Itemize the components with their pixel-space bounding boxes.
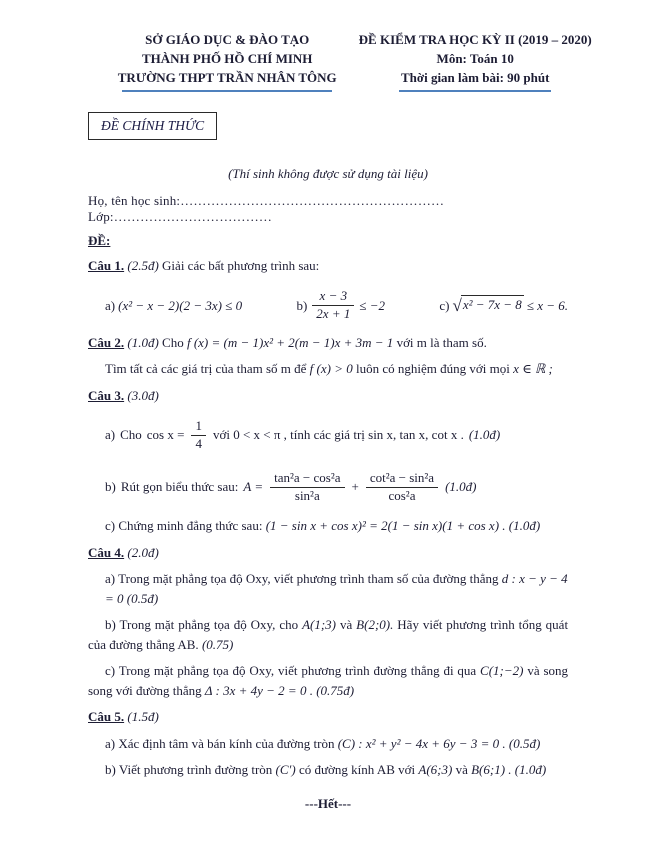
q4b-point-A: A(1;3) bbox=[302, 617, 337, 632]
de-heading: ĐỀ: bbox=[88, 233, 111, 248]
q4-points: (2.0đ) bbox=[127, 544, 159, 560]
header-school-block bbox=[100, 30, 354, 92]
q3-item-c bbox=[88, 516, 568, 536]
q1c-radical: √x² − 7x − 8 bbox=[452, 295, 522, 315]
q4c-label: c) bbox=[105, 663, 116, 678]
q5b-point-B: B(6;1) . bbox=[471, 762, 512, 777]
school-underline bbox=[122, 90, 332, 92]
q5-label: Câu 5. bbox=[88, 709, 125, 724]
q1-intro-text: Giải các bất phương trình sau: bbox=[162, 258, 320, 273]
q2-domain: x ∈ ℝ ; bbox=[513, 361, 553, 376]
q4b-point-B: B(2;0). bbox=[356, 617, 394, 632]
q1-item-c bbox=[439, 296, 568, 316]
q3a-expr-pre: cos x = bbox=[146, 427, 185, 442]
q4b-mid: và bbox=[339, 617, 353, 632]
q1b-label: b) bbox=[296, 297, 308, 313]
q5b-point-A: A(6;3) bbox=[418, 762, 453, 777]
q5a-points: (0.5đ) bbox=[508, 735, 541, 751]
q5a-pre: Xác định tâm và bán kính của đường tròn bbox=[118, 735, 335, 751]
q1-item-b bbox=[296, 289, 385, 322]
q1b-rhs: ≤ −2 bbox=[359, 297, 386, 313]
q1-item-a bbox=[105, 298, 242, 314]
q4-item-b bbox=[88, 615, 568, 654]
exam-title: ĐỀ KIỂM TRA HỌC KỲ II (2019 – 2020) bbox=[358, 32, 592, 47]
q4b-label: b) bbox=[105, 617, 116, 632]
q2-line2-pre: Tìm tất cả các giá trị của tham số m để bbox=[105, 361, 307, 376]
q2-post-text: với m là tham số. bbox=[396, 334, 487, 350]
q5-item-a bbox=[88, 734, 568, 754]
q4c-pre: Trong mặt phẳng tọa độ Oxy, viết phương trình đường thẳng đi qua bbox=[118, 663, 477, 678]
q2-inequality: f (x) > 0 bbox=[309, 361, 353, 376]
sqrt-icon: √ bbox=[452, 295, 462, 315]
q5a-circle-equation: (C) : x² + y² − 4x + 6y − 3 = 0 . bbox=[337, 735, 506, 751]
q3a-post: với 0 < x < π , tính các giá trị sin x, tan x, cot x . bbox=[212, 427, 464, 442]
q1-heading bbox=[88, 256, 568, 276]
q4c-mid: và song song với đường thẳng bbox=[88, 663, 568, 698]
duration-underline bbox=[399, 90, 551, 92]
q2-requirement bbox=[88, 359, 568, 379]
q5b-mid: có đường kính AB với bbox=[298, 762, 416, 777]
q3b-fraction-1: $\frac{\text{tan²a − cos²a}}{\text{sin²a}}$ bbox=[268, 471, 346, 504]
q1c-label: c) bbox=[439, 297, 450, 313]
q3b-expr-pre: A = bbox=[243, 479, 264, 494]
header bbox=[0, 0, 646, 92]
q3b-label: b) bbox=[105, 479, 116, 494]
q1a-expression: (x² − x − 2)(2 − 3x) ≤ 0 bbox=[118, 297, 243, 313]
q2-line2-mid: luôn có nghiệm đúng với mọi bbox=[355, 361, 510, 376]
q3-item-a bbox=[88, 413, 568, 457]
school-name: TRƯỜNG THPT TRẦN NHÂN TÔNG bbox=[117, 70, 337, 85]
q4-label: Câu 4. bbox=[88, 544, 125, 560]
q3-heading bbox=[88, 386, 568, 406]
q5b-mid2: và bbox=[455, 762, 468, 777]
q3b-fraction-2: $\frac{\text{cot²a − sin²a}}{\text{cos²a}}$ bbox=[364, 471, 440, 504]
q3-label: Câu 3. bbox=[88, 387, 125, 403]
exam-body bbox=[0, 166, 646, 812]
q4-item-c bbox=[88, 661, 568, 700]
student-name-line: Họ, tên học sinh:…………………………………………………… Lớp:……………………………… bbox=[88, 193, 445, 224]
q1-items-row bbox=[88, 286, 568, 326]
q5b-pre: Viết phương trình đường tròn bbox=[118, 762, 273, 777]
q2-pre-text: Cho bbox=[162, 334, 184, 350]
q1-label: Câu 1. bbox=[88, 258, 125, 273]
q5-heading bbox=[88, 707, 568, 727]
q3-item-b bbox=[88, 465, 568, 509]
department-name: SỞ GIÁO DỤC & ĐÀO TẠO bbox=[145, 32, 310, 47]
q1-points: (2.5đ) bbox=[127, 258, 159, 273]
q3b-points: (1.0đ) bbox=[445, 479, 477, 494]
q4-heading bbox=[88, 543, 568, 563]
q3b-pre: Rút gọn biểu thức sau: bbox=[120, 479, 239, 494]
q1c-rhs: ≤ x − 6. bbox=[526, 297, 568, 313]
q4a-line-equation: d : x − y − 4 = 0 bbox=[105, 571, 568, 606]
q3b-plus-sign: + bbox=[351, 479, 359, 494]
q3a-fraction: $\frac{1}{4}$ bbox=[189, 419, 208, 452]
q2-label: Câu 2. bbox=[88, 334, 125, 350]
city-name: THÀNH PHỐ HỒ CHÍ MINH bbox=[141, 51, 313, 66]
q5b-points: (1.0đ) bbox=[514, 762, 547, 777]
q4b-points: (0.75) bbox=[201, 636, 234, 652]
q4a-points: (0.5đ) bbox=[126, 590, 159, 606]
q4a-pre: Trong mặt phẳng tọa độ Oxy, viết phương trình tham số của đường thẳng bbox=[118, 571, 499, 586]
q4a-label: a) bbox=[105, 571, 116, 586]
q3c-pre: Chứng minh đẳng thức sau: bbox=[118, 518, 263, 533]
q3a-pre: Cho bbox=[120, 427, 142, 442]
q4c-point-C: C(1;−2) bbox=[480, 663, 524, 678]
q3c-points: (1.0đ) bbox=[508, 518, 541, 533]
q4c-delta-equation: Δ : 3x + 4y − 2 = 0 . bbox=[204, 682, 313, 698]
q5-points: (1.5đ) bbox=[127, 709, 159, 724]
q2-points: (1.0đ) bbox=[127, 334, 159, 350]
q3a-points: (1.0đ) bbox=[468, 427, 501, 442]
exam-duration: Thời gian làm bài: 90 phút bbox=[400, 70, 550, 85]
q2-function-expression: f (x) = (m − 1)x² + 2(m − 1)x + 3m − 1 bbox=[186, 334, 394, 350]
q1b-fraction: $\frac{x - 3}{2x + 1}$ bbox=[310, 289, 356, 322]
q5b-label: b) bbox=[105, 762, 116, 777]
q5a-label: a) bbox=[105, 735, 116, 751]
q2-heading bbox=[88, 333, 568, 353]
q4b-pre: Trong mặt phẳng tọa độ Oxy, cho bbox=[119, 617, 299, 632]
q4-item-a bbox=[88, 569, 568, 608]
exam-subject: Môn: Toán 10 bbox=[436, 51, 514, 66]
q3c-label: c) bbox=[105, 518, 116, 533]
official-exam-box: ĐỀ CHÍNH THỨC bbox=[88, 112, 217, 140]
header-exam-block bbox=[354, 30, 596, 92]
q3c-identity: (1 − sin x + cos x)² = 2(1 − sin x)(1 + cos x) . bbox=[265, 518, 506, 533]
q4c-points: (0.75đ) bbox=[316, 682, 355, 698]
q5b-circle-name: (C′) bbox=[275, 762, 296, 777]
q3a-label: a) bbox=[105, 427, 116, 442]
q1a-label: a) bbox=[105, 297, 116, 313]
q4b-post: Hãy viết phương trình tổng quát của đường thẳng AB. bbox=[88, 617, 569, 652]
end-of-exam-marker: ---Hết--- bbox=[304, 795, 352, 811]
candidate-note: (Thí sinh không được sử dụng tài liệu) bbox=[228, 166, 428, 181]
q3-points: (3.0đ) bbox=[127, 387, 159, 403]
q5-item-b bbox=[88, 760, 568, 780]
